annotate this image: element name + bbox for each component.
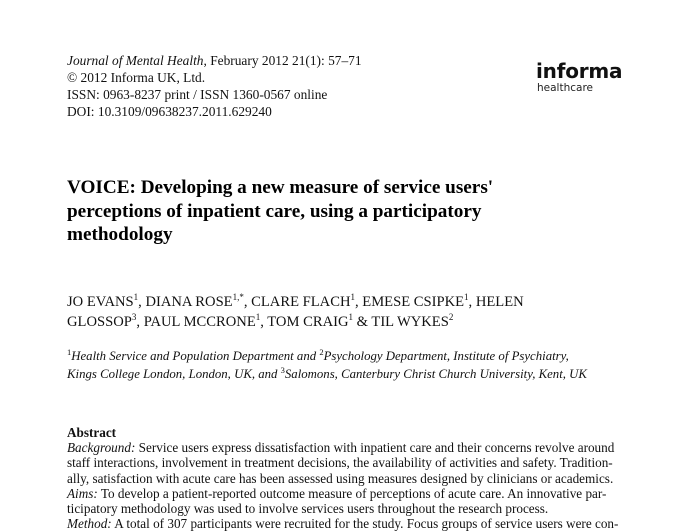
- doi: DOI: 10.3109/09638237.2011.629240: [67, 104, 272, 119]
- journal-citation: [67, 52, 362, 69]
- author: HELEN: [475, 294, 524, 310]
- abstract-line: ticipatory methodology was used to involve services users throughout the research process.: [67, 501, 549, 517]
- paper-title: [67, 176, 627, 247]
- author-line: [67, 292, 524, 312]
- logo-name: informa: [536, 59, 623, 83]
- issn: ISSN: 0963-8237 print / ISSN 1360-0567 online: [67, 87, 328, 102]
- section-label: Method:: [67, 516, 112, 531]
- author: EMESE CSIPKE$^1$,: [362, 292, 476, 310]
- title-line: methodology: [67, 224, 173, 245]
- abstract-line: staff interactions, involvement in treatment decisions, the availability of activities and safety. Tradition-: [67, 455, 613, 471]
- journal-name: Journal of Mental Health: [67, 53, 204, 68]
- affiliation-line: Kings College London, London, UK, and $^3$Salomons, Canterbury Christ Church University, Kent, UK: [67, 365, 587, 381]
- journal-issue: , February 2012 21(1): 57–71: [203, 53, 362, 68]
- abstract-line: Background: Service users express dissatisfaction with inpatient care and their concerns revolve around: [67, 440, 615, 456]
- author: CLARE FLACH$^1$,: [251, 292, 363, 310]
- title-line: VOICE: Developing a new measure of service users': [67, 177, 494, 198]
- author: GLOSSOP$^3$,: [67, 312, 144, 330]
- author-line: [67, 312, 524, 332]
- affiliation-line: $^1$Health Service and Population Department and $^2$Psychology Department, Institute of Psychiatry,: [67, 347, 569, 363]
- abstract-heading: Abstract: [67, 425, 117, 440]
- abstract-line: Method: A total of 307 participants were recruited for the study. Focus groups of service users were con-: [67, 516, 619, 531]
- logo-subtitle: healthcare: [537, 82, 593, 94]
- section-label: Aims:: [67, 485, 98, 501]
- publisher-logo: [536, 60, 622, 95]
- citation-block: [67, 52, 362, 120]
- affiliations: [67, 347, 587, 383]
- author-list: [67, 292, 524, 332]
- abstract-line: ally, satisfaction with acute care has been assessed using measures designed by clinicians or academics.: [67, 470, 614, 486]
- copyright: © 2012 Informa UK, Ltd.: [67, 70, 206, 85]
- abstract: [67, 425, 627, 531]
- author: TIL WYKES$^2$: [371, 312, 454, 330]
- author: PAUL MCCRONE$^1$,: [143, 312, 268, 330]
- author: DIANA $ROSE^{1,*}$,: [145, 292, 252, 310]
- title-line: perceptions of inpatient care, using a participatory: [67, 200, 482, 222]
- abstract-line: Aims: To develop a patient-reported outcome measure of perceptions of acute care. An innovative par-: [67, 485, 607, 501]
- author: TOM CRAIG$^1$ &: [267, 312, 372, 330]
- author: JO EVANS$^1$,: [67, 292, 146, 310]
- section-label: Background:: [67, 440, 136, 456]
